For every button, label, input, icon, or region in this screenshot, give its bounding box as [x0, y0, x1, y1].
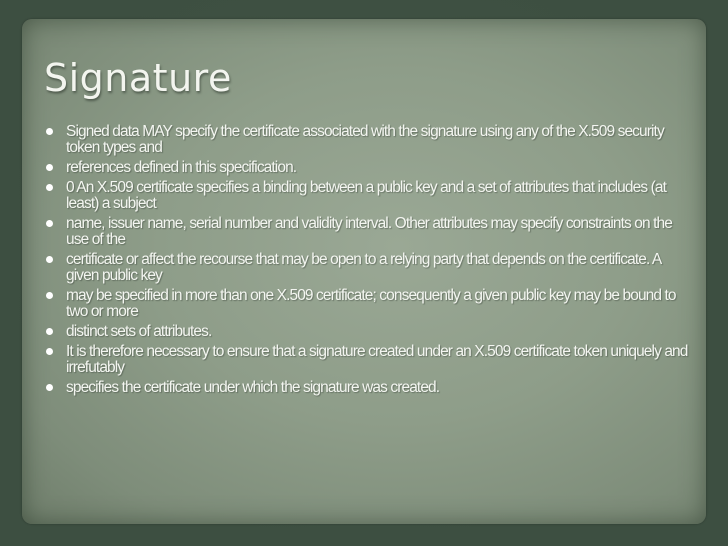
bullet-text: references defined in this specification. — [66, 159, 297, 176]
bullet-item — [44, 324, 692, 340]
bullet-item — [44, 160, 692, 176]
bullet-item — [44, 252, 692, 284]
bullet-text: 0 An X.509 certificate specifies a binding between a public key and a set of attributes that includes (at least) a subject — [66, 179, 666, 212]
bullet-item — [44, 288, 692, 320]
bullet-item — [44, 216, 692, 248]
slide-title: Signature — [44, 56, 232, 100]
bullet-item — [44, 180, 692, 212]
bullet-dot-icon — [46, 384, 53, 391]
bullet-dot-icon — [46, 328, 53, 335]
bullet-text: may be specified in more than one X.509 certificate; consequently a given public key may be bound to two or more — [66, 287, 676, 320]
bullet-dot-icon — [46, 128, 53, 135]
bullet-text: It is therefore necessary to ensure that a signature created under an X.509 certificate token uniquely and irrefutably — [66, 343, 688, 376]
bullet-item — [44, 344, 692, 376]
bullet-text: Signed data MAY specify the certificate associated with the signature using any of the X.509 security token types and — [66, 123, 664, 156]
bullet-dot-icon — [46, 292, 53, 299]
bullet-text: distinct sets of attributes. — [66, 323, 212, 340]
bullet-list — [44, 124, 692, 400]
bullet-item — [44, 124, 692, 156]
bullet-dot-icon — [46, 220, 53, 227]
bullet-dot-icon — [46, 164, 53, 171]
bullet-text: name, issuer name, serial number and validity interval. Other attributes may specify constraints on the use of the — [66, 215, 672, 248]
bullet-dot-icon — [46, 348, 53, 355]
bullet-text: certificate or affect the recourse that may be open to a relying party that depends on the certificate. A given public key — [66, 251, 661, 284]
bullet-item — [44, 380, 692, 396]
bullet-dot-icon — [46, 184, 53, 191]
bullet-text: specifies the certificate under which the signature was created. — [66, 379, 440, 396]
bullet-dot-icon — [46, 256, 53, 263]
